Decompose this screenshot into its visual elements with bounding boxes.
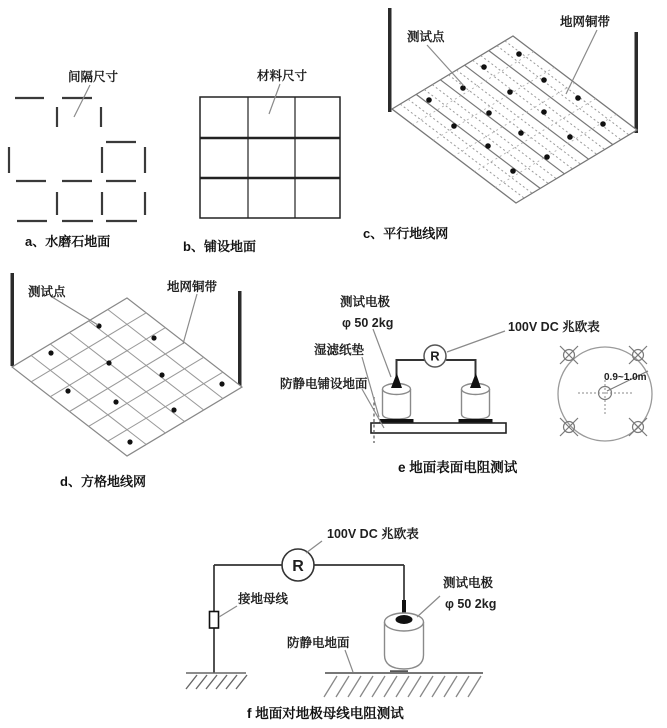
ground-stake-left	[388, 8, 392, 112]
test-electrode	[385, 613, 424, 672]
earth-ground-left	[186, 673, 247, 689]
label-copper-strip: 地网铜带	[167, 280, 218, 294]
figure-a	[9, 69, 145, 249]
meter-wire-left	[397, 360, 425, 377]
label-meter: 100V DC 兆欧表	[327, 527, 419, 541]
leader-test-point	[52, 297, 98, 325]
test-electrode-left	[383, 373, 411, 419]
caption-a: a、水磨石地面	[25, 234, 111, 249]
square-net	[12, 298, 242, 456]
terrazzo-dashed-grid	[9, 98, 145, 221]
label-test-point: 测试点	[28, 285, 66, 299]
paved-grid	[200, 97, 340, 218]
label-material: 材料尺寸	[257, 69, 308, 83]
floor-plate	[371, 423, 506, 433]
ground-busbar	[210, 612, 219, 629]
leader-copper-strip	[566, 30, 597, 94]
figure-e	[280, 294, 652, 475]
caption-f: f 地面对地极母线电阻测试	[247, 706, 404, 721]
label-floor: 防静电地面	[287, 636, 350, 650]
caption-d: d、方格地线网	[60, 474, 146, 489]
label-electrode-spec: φ 50 2kg	[445, 597, 497, 611]
label-electrode: 测试电极	[340, 295, 391, 309]
figure-b	[183, 68, 340, 254]
leader-material	[269, 84, 280, 114]
caption-e: e 地面表面电阻测试	[398, 460, 518, 475]
antistatic-floor-ground-right	[324, 673, 483, 697]
label-floor: 防静电铺设地面	[280, 377, 368, 391]
electrode-layout-top-view	[558, 346, 652, 441]
figure-c	[363, 8, 638, 241]
label-copper-strip: 地网铜带	[560, 15, 611, 29]
label-electrode-spec: φ 50 2kg	[342, 316, 394, 330]
parallel-net	[392, 36, 637, 203]
test-electrode-right	[462, 373, 490, 419]
megohmmeter-letter: R	[430, 348, 440, 364]
circuit-wires	[214, 565, 404, 673]
label-test-point: 测试点	[407, 30, 445, 44]
wet-paper-pad-left	[380, 419, 414, 423]
label-electrode: 测试电极	[443, 576, 494, 590]
caption-c: c、平行地线网	[363, 226, 449, 241]
label-meter: 100V DC 兆欧表	[508, 320, 600, 334]
ground-stake-left	[11, 273, 15, 366]
label-distance: 0.9~1.0m	[604, 372, 647, 383]
megohmmeter-letter: R	[292, 558, 304, 575]
label-busbar: 接地母线	[238, 592, 289, 606]
meter-wire-right	[446, 360, 475, 377]
caption-b: b、铺设地面	[183, 239, 256, 254]
figure-f	[186, 526, 496, 721]
ground-stake-right	[635, 32, 639, 133]
wet-paper-pad-right	[459, 419, 493, 423]
leader-copper-strip	[183, 294, 197, 344]
ground-stake-right	[238, 291, 242, 386]
label-wet-pad: 湿滤纸垫	[314, 343, 365, 357]
leader-spacing	[74, 85, 90, 117]
figure-d	[11, 273, 243, 489]
label-spacing: 间隔尺寸	[68, 70, 119, 84]
